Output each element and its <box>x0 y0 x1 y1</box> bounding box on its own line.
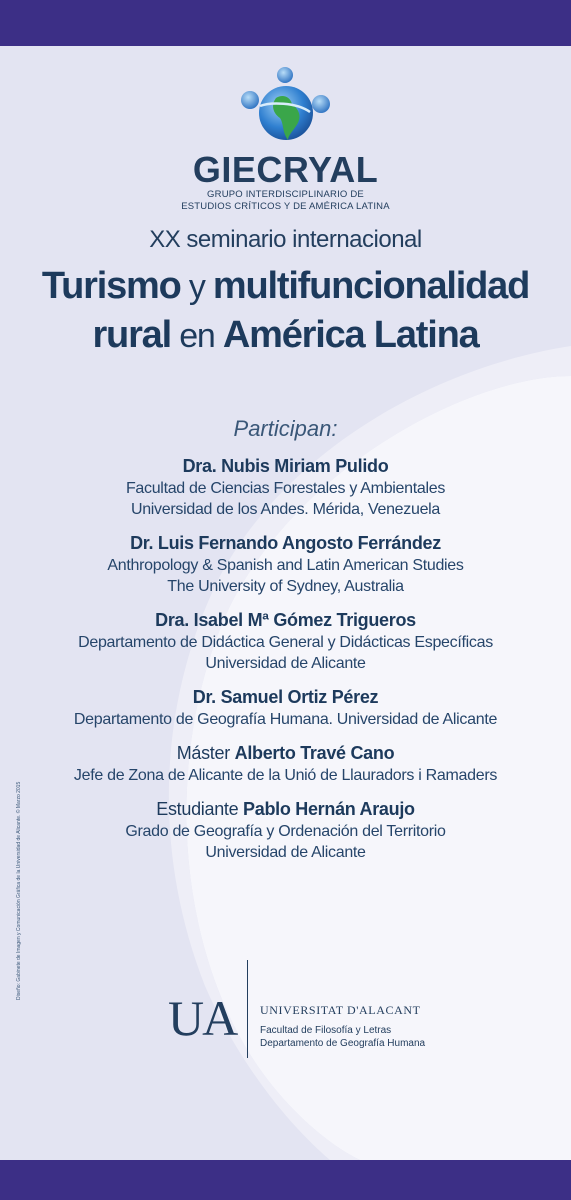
title-line-2 <box>0 311 571 360</box>
ua-logo-text <box>260 1003 425 1050</box>
title-word-multifuncionalidad: multifuncionalidad <box>212 265 530 307</box>
participant-affiliation: Universidad de Alicante <box>205 844 366 861</box>
title-line-1 <box>0 262 571 311</box>
participant-name <box>0 455 571 478</box>
participant-name-text: Dr. Luis Fernando Angosto Ferrández <box>130 533 441 553</box>
ua-logo-mark: UA <box>168 990 237 1046</box>
faculty-name: Facultad de Filosofía y Letras <box>260 1025 392 1036</box>
participant <box>0 742 571 786</box>
participant-affiliation: Departamento de Geografía Humana. Universidad de Alicante <box>73 711 498 728</box>
participant-affiliation: Universidad de Alicante <box>205 655 366 672</box>
title-word-turismo: Turismo <box>41 265 181 307</box>
seminar-label: XX seminario internacional <box>149 226 422 253</box>
participant-name <box>0 798 571 821</box>
participant-name <box>0 742 571 765</box>
brand-subtitle-line-2: ESTUDIOS CRÍTICOS Y DE AMÉRICA LATINA <box>181 201 390 212</box>
participant <box>0 686 571 730</box>
title-word-en: en <box>170 317 223 355</box>
participant-affiliation: Universidad de los Andes. Mérida, Venezuela <box>130 501 441 518</box>
participant-name <box>0 609 571 632</box>
participant-affiliation: Jefe de Zona de Alicante de la Unió de Llauradors i Ramaders <box>73 767 498 784</box>
design-credit: Diseño: Gabinete de Imagen y Comunicación Gráfica de la Universidad de Alicante. © Marzo 2015 <box>16 781 22 1000</box>
title-word-rural: rural <box>92 314 171 356</box>
participant <box>0 798 571 863</box>
participant-affiliation: Departamento de Didáctica General y Didácticas Específicas <box>78 634 493 651</box>
brand-subtitle <box>0 189 571 213</box>
bottom-bar <box>0 1160 571 1200</box>
participant <box>0 455 571 520</box>
ua-divider <box>247 960 248 1058</box>
brand-subtitle-line-1: GRUPO INTERDISCIPLINARIO DE <box>207 189 364 200</box>
participant-affiliation: Anthropology & Spanish and Latin American Studies <box>107 557 464 574</box>
participant-name-text: Dra. Nubis Miriam Pulido <box>182 456 389 476</box>
department-name: Departamento de Geografía Humana <box>260 1038 426 1049</box>
title-word-america-latina: América Latina <box>222 314 479 356</box>
university-name: UNIVERSITAT D'ALACANT <box>260 1003 421 1017</box>
giecryal-globe-icon <box>230 66 336 146</box>
participant <box>0 609 571 674</box>
participant-prefix: Estudiante <box>156 799 244 819</box>
participant-affiliation: Grado de Geografía y Ordenación del Territorio <box>125 823 446 840</box>
participant-name-text: Alberto Travé Cano <box>234 743 395 763</box>
event-title <box>0 262 571 360</box>
participant-name-text: Dra. Isabel Mª Gómez Trigueros <box>155 610 416 630</box>
participant-name <box>0 532 571 555</box>
participant-name-text: Pablo Hernán Araujo <box>243 799 415 819</box>
participant <box>0 532 571 597</box>
title-word-y: y <box>180 268 213 306</box>
participant-affiliation: Facultad de Ciencias Forestales y Ambientales <box>125 480 446 497</box>
participant-prefix: Máster <box>176 743 235 763</box>
participants-heading: Participan: <box>233 416 338 441</box>
participant-name <box>0 686 571 709</box>
top-bar <box>0 0 571 46</box>
participants-list <box>0 455 571 875</box>
brand-name: GIECRYAL <box>192 149 379 190</box>
participant-affiliation: The University of Sydney, Australia <box>167 578 404 595</box>
participant-name-text: Dr. Samuel Ortiz Pérez <box>192 687 379 707</box>
